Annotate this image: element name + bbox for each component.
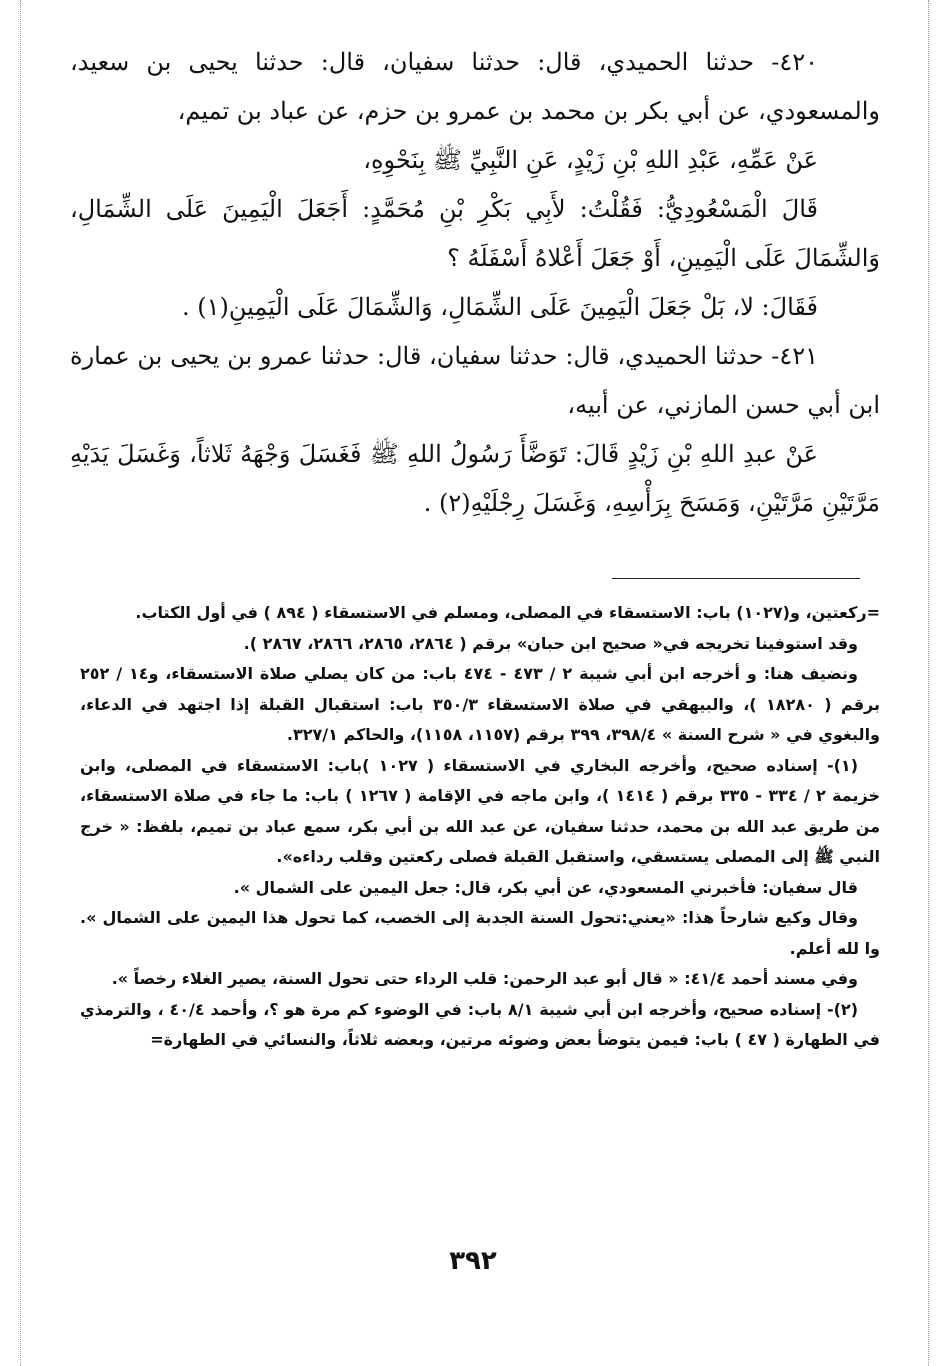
footnote-paragraph: قال سفيان: فأخبرني المسعودي، عن أبي بكر، قال: جعل اليمين على الشمال ».: [233, 877, 858, 897]
left-margin-guide: [20, 0, 21, 1366]
footnote-paragraph: وقال وكيع شارحاً هذا: «يعني:تحول السنة الجدبة إلى الخصب، كما تحول هذا اليمين على الشمال ». وا لله أعلم.: [80, 908, 880, 958]
main-text: [70, 38, 880, 528]
footnote-separator: [612, 578, 860, 579]
footnote-1: (١)- إسناده صحيح، وأخرجه البخاري في الاستسقاء ( ١٠٢٧ )باب: الاستسقاء في المصلى، وابن خزيمة ٢ / ٣٣٤ - ٣٣٥ برقم ( ١٤١٤ )، وابن ماجه في الإقامة ( ١٢٦٧ ) باب: ما جاء في صلاة الاستسقاء، من طريق عبد الله بن محمد، حدثنا سفيان، عن عبد الله بن أبي بكر، سمع عباد بن تميم، بلفظ: « خرج النبي ﷺ إلى المصلى يستسقي، واستقبل القبلة فصلى ركعتين وقلب رداءه».: [80, 755, 881, 866]
hadith-420-question: قَالَ الْمَسْعُودِيُّ: فَقُلْتُ: لأَبِي بَكْرِ بْنِ مُحَمَّدٍ: أَجَعَلَ الْيَمِينَ عَلَى الشِّمَالِ، وَالشِّمَالَ عَلَى الْيَمِينِ، أَوْ جَعَلَ أَعْلاهُ أَسْفَلَهُ ؟: [70, 195, 880, 272]
footnotes: [80, 598, 880, 1056]
hadith-420-matn: عَنْ عَمِّهِ، عَبْدِ اللهِ بْنِ زَيْدٍ، عَنِ النَّبِيِّ ﷺ بِنَحْوِهِ،: [363, 146, 818, 174]
page-number: ٣٩٢: [449, 1246, 497, 1276]
footnote-continuation: =ركعتين، و(١٠٢٧) باب: الاستسقاء في المصلى، ومسلم في الاستسقاء ( ٨٩٤ ) في أول الكتاب.: [135, 603, 880, 622]
footnote-paragraph: وقد استوفينا تخريجه في« صحيح ابن حبان» برقم ( ٢٨٦٤، ٢٨٦٥، ٢٨٦٦، ٢٨٦٧ ).: [243, 633, 858, 653]
hadith-420-isnad: ٤٢٠- حدثنا الحميدي، قال: حدثنا سفيان، قال: حدثنا يحيى بن سعيد، والمسعودي، عن أبي بكر بن محمد بن عمرو بن حزم، عن عباد بن تميم،: [70, 48, 880, 125]
footnote-2: (٢)- إسناده صحيح، وأخرجه ابن أبي شيبة ٨/١ باب: في الوضوء كم مرة هو ؟، وأحمد ٤٠/٤ ، والترمذي في الطهارة ( ٤٧ ) باب: فيمن يتوضأ بعض وضوئه مرتين، وبعضه ثلاثاً، والنسائي في الطهارة=: [80, 999, 880, 1049]
footnote-paragraph: ونضيف هنا: و أخرجه ابن أبي شيبة ٢ / ٤٧٣ - ٤٧٤ باب: من كان يصلي صلاة الاستسقاء، و١٤ / ٢٥٢ برقم ( ١٨٢٨٠ )، والبيهقي في صلاة الاستسقاء ٣٥٠/٣ باب: استقبال القبلة إذا اجتهد في الدعاء، والبغوي في « شرح السنة » ٣٩٨/٤، ٣٩٩ برقم (١١٥٧، ١١٥٨)، والحاكم ٣٢٧/١.: [80, 664, 881, 744]
hadith-421-matn: عَنْ عبدِ اللهِ بْنِ زَيْدٍ قَالَ: تَوَضَّأَ رَسُولُ اللهِ ﷺ فَغَسَلَ وَجْهَهُ ثَلاثاً، وَغَسَلَ يَدَيْهِ مَرَّتَيْنِ مَرَّتَيْنِ، وَمَسَحَ بِرَأْسِهِ، وَغَسَلَ رِجْلَيْهِ(٢) .: [70, 440, 880, 517]
right-margin-guide: [928, 0, 929, 1366]
footnote-paragraph: وفي مسند أحمد ٤١/٤: « قال أبو عبد الرحمن: قلب الرداء حتى تحول السنة، يصير الغلاء رخصاً ».: [111, 969, 858, 988]
hadith-421-isnad: ٤٢١- حدثنا الحميدي، قال: حدثنا سفيان، قال: حدثنا عمرو بن يحيى بن عمارة ابن أبي حسن المازني، عن أبيه،: [70, 342, 880, 419]
hadith-420-answer: فَقَالَ: لا، بَلْ جَعَلَ الْيَمِينَ عَلَى الشِّمَالِ، وَالشِّمَالَ عَلَى الْيَمِينِ(١) .: [182, 293, 818, 321]
